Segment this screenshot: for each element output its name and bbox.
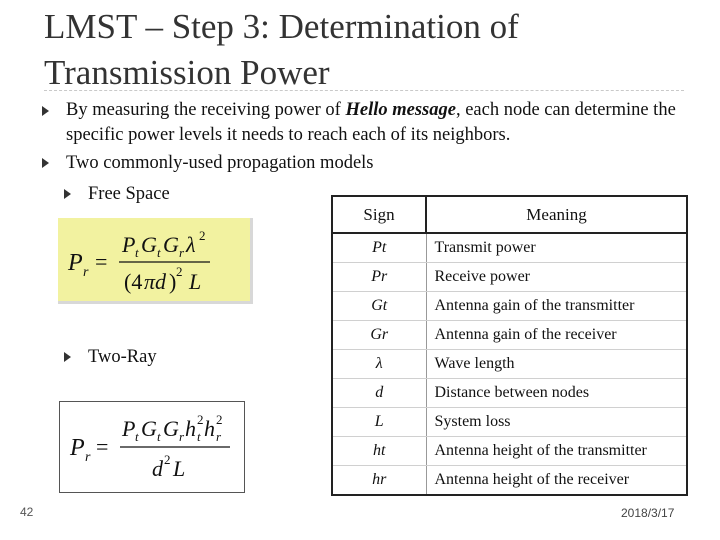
table-row — [332, 292, 687, 321]
page-number: 42 — [20, 505, 34, 519]
svg-text:G: G — [141, 416, 157, 441]
title-divider — [44, 90, 684, 91]
two-ray-formula — [59, 401, 245, 493]
bullet-arrow-icon — [42, 106, 49, 116]
meaning-cell: Receive power — [426, 263, 687, 292]
svg-text:G: G — [163, 232, 179, 257]
svg-text:r: r — [179, 429, 185, 444]
sign-cell: d — [332, 379, 426, 408]
svg-text:L: L — [189, 269, 202, 294]
svg-text:t: t — [135, 429, 139, 444]
svg-text:h: h — [204, 416, 215, 441]
svg-text:G: G — [163, 416, 179, 441]
free-space-formula — [58, 218, 253, 304]
sign-cell: Gr — [332, 321, 426, 350]
bullet-arrow-icon — [42, 158, 49, 168]
svg-text:P: P — [122, 232, 136, 257]
svg-text:G: G — [141, 232, 157, 257]
sign-cell: Pr — [332, 263, 426, 292]
table-row — [332, 437, 687, 466]
table-row — [332, 321, 687, 350]
svg-text:d: d — [152, 456, 163, 481]
slide-date: 2018/3/17 — [621, 506, 675, 520]
svg-text:=: = — [96, 434, 109, 459]
svg-text:2: 2 — [199, 228, 206, 243]
svg-text:πd: πd — [144, 269, 167, 294]
table-row — [332, 263, 687, 292]
svg-text:2: 2 — [197, 412, 204, 427]
bullet-propagation-models: Two commonly-used propagation models — [66, 153, 374, 173]
sub-bullet-arrow-icon — [64, 189, 71, 199]
svg-text:P: P — [122, 416, 136, 441]
table-row — [332, 466, 687, 496]
table-row — [332, 233, 687, 263]
table-header-row — [332, 196, 687, 233]
sub-bullet-free-space: Free Space — [88, 184, 170, 204]
bullet-text: , each node can determine the specific power levels it needs to reach each of its neighbors. — [66, 100, 676, 145]
svg-text:t: t — [157, 245, 161, 260]
svg-text:2: 2 — [176, 264, 183, 279]
meaning-cell: Antenna height of the transmitter — [426, 437, 687, 466]
svg-text:r: r — [216, 429, 222, 444]
svg-text:L: L — [173, 456, 186, 481]
meaning-cell: Wave length — [426, 350, 687, 379]
svg-text:r: r — [179, 245, 185, 260]
table-row — [332, 408, 687, 437]
meaning-cell: Antenna gain of the receiver — [426, 321, 687, 350]
svg-text:): ) — [169, 269, 177, 294]
svg-text:P: P — [68, 250, 83, 276]
sub-bullet-arrow-icon — [64, 352, 71, 362]
sign-cell: Pt — [332, 233, 426, 263]
meaning-cell: System loss — [426, 408, 687, 437]
svg-text:λ: λ — [186, 232, 196, 257]
svg-text:t: t — [157, 429, 161, 444]
sign-cell: L — [332, 408, 426, 437]
svg-text:=: = — [95, 249, 108, 274]
column-header-meaning: Meaning — [426, 196, 687, 233]
bullet-text: By measuring the receiving power of — [66, 100, 346, 120]
svg-text:h: h — [185, 416, 196, 441]
svg-text:2: 2 — [164, 452, 171, 467]
hello-message-emphasis: Hello message — [345, 100, 456, 120]
sign-cell: λ — [332, 350, 426, 379]
svg-text:t: t — [197, 429, 201, 444]
table-row — [332, 350, 687, 379]
sign-cell: ht — [332, 437, 426, 466]
svg-text:r: r — [85, 450, 91, 465]
svg-text:(4: (4 — [124, 269, 143, 294]
sign-cell: Gt — [332, 292, 426, 321]
slide-title: LMST – Step 3: Determination of Transmission Power — [44, 7, 519, 92]
sign-meaning-table — [331, 195, 688, 496]
svg-text:r: r — [83, 265, 89, 280]
svg-text:2: 2 — [216, 412, 223, 427]
column-header-sign: Sign — [332, 196, 426, 233]
meaning-cell: Antenna gain of the transmitter — [426, 292, 687, 321]
bullet-hello-message — [66, 98, 696, 148]
meaning-cell: Distance between nodes — [426, 379, 687, 408]
meaning-cell: Transmit power — [426, 233, 687, 263]
svg-text:t: t — [135, 245, 139, 260]
svg-text:P: P — [70, 435, 85, 461]
meaning-cell: Antenna height of the receiver — [426, 466, 687, 496]
table-row — [332, 379, 687, 408]
sign-cell: hr — [332, 466, 426, 496]
sub-bullet-two-ray: Two-Ray — [88, 347, 157, 367]
